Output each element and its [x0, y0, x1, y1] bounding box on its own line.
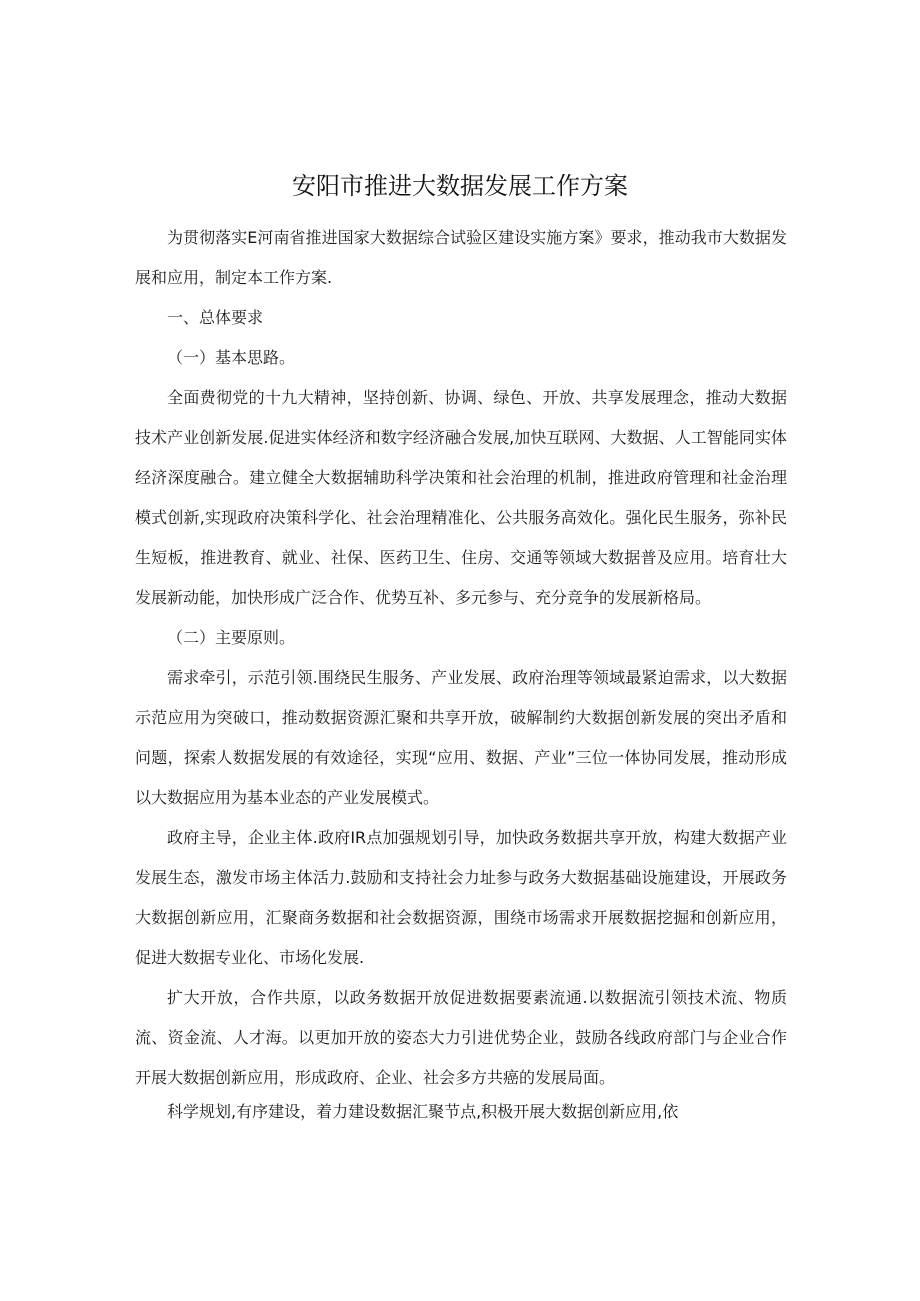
subsection-heading-basic-approach: （一）基本思路。: [167, 348, 296, 367]
section-heading-general-requirements: 一、总体要求: [167, 308, 264, 327]
principle-paragraph-scientific-planning: 科学规划,有序建设，着力建设数据汇聚节点,积极开展大数据创新应用,依: [167, 1102, 679, 1121]
principle-paragraph-government-led: 政府主导，企业主体.政府IR点加强规划引导，加快政务数据共享开放，构建大数据产业发展生态，激发市场主体活力.鼓励和支持社会力址参与政务大数据基础设施建设，开展政务大数据创新应用，汇聚商务数据和社会数据资源，围绕市场需求开展数据挖掘和创新应用，促进大数据专业化、市场化发展.: [135, 828, 787, 967]
intro-paragraph: 为贯彻落实E河南省推进国家大数据综合试验区建设实施方案》要求，推动我市大数据发展和应用，制定本工作方案.: [135, 228, 787, 287]
document-body: [135, 218, 787, 1132]
document-title: 安阳市推进大数据发展工作方案: [292, 172, 628, 200]
subsection-heading-main-principles: （二）主要原则。: [167, 628, 296, 647]
principle-paragraph-openness: 扩大开放，合作共原，以政务数据开放促进数据要素流通.以数据流引领技术流、物质流、资金流、人才海。以更加开放的姿态大力引进优势企业，鼓励各线政府部门与企业合作开展大数据创新应用，形成政府、企业、社会多方共癌的发展局面。: [135, 988, 787, 1087]
principle-paragraph-demand-driven: 需求牵引，示范引领.围绕民生服务、产业发展、政府治理等领域最紧迫需求，以大数据示范应用为突破口，推动数据资源汇聚和共享开放，破解制约大数据创新发展的突出矛盾和问题，探索人数据发展的有效途径，实现“应用、数据、产业”三位一体协同发展，推动形成以大数据应用为基本业态的产业发展模式。: [135, 668, 787, 807]
basic-approach-paragraph: 全面费彻党的十九大精神，坚持创新、协调、绿色、开放、共享发展理念，推动大数据技术产业创新发展.促进实体经济和数字经济融合发展,加快互联网、大数据、人工智能同实体经济深度融合。建立健全大数据辅助科学决策和社会治理的机制，推进政府管理和社金治理模式创新,实现政府决策科学化、社会治理精准化、公共服务高效化。强化民生服务，弥补民生短板，推进教育、就业、社保、医药卫生、住房、交通等领域大数据普及应用。培育壮大发展新动能，加快形成广泛合作、优势互补、多元参与、充分竞争的发展新格局。: [135, 388, 787, 607]
